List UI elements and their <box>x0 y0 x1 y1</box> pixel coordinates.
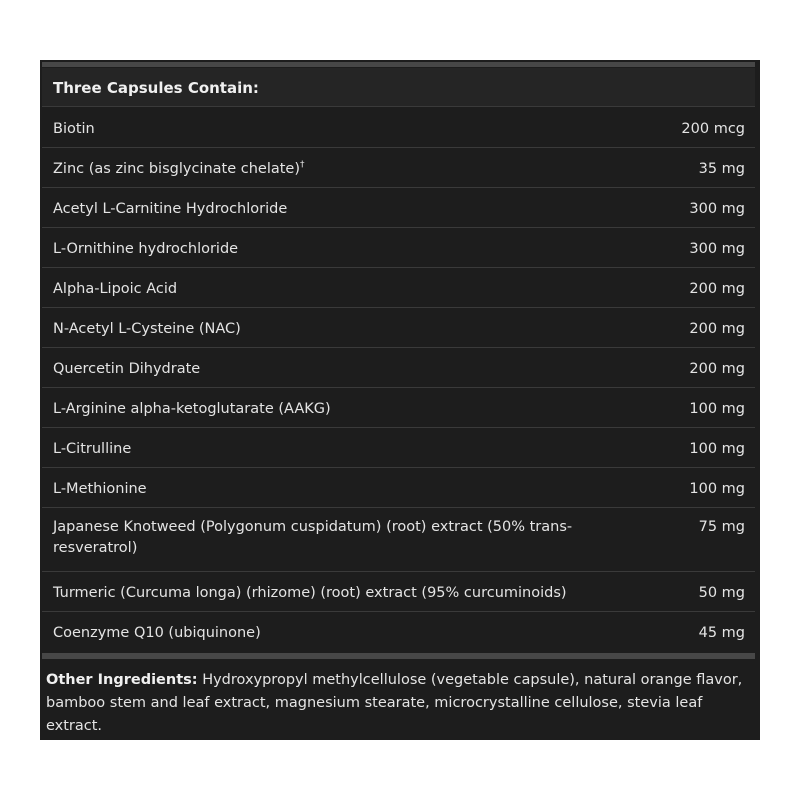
supplement-facts-panel <box>40 60 760 740</box>
ingredient-name: Quercetin Dihydrate <box>53 361 201 377</box>
ingredient-row <box>42 612 755 656</box>
ingredient-name: L-Citrulline <box>53 441 132 457</box>
ingredient-row <box>42 188 755 228</box>
ingredient-name: Alpha-Lipoic Acid <box>53 281 178 297</box>
ingredient-name: L-Methionine <box>53 481 147 497</box>
ingredient-row <box>42 508 755 572</box>
ingredient-name-text: Zinc (as zinc bisglycinate chelate) <box>53 161 301 177</box>
ingredient-name: L-Ornithine hydrochloride <box>53 241 239 257</box>
ingredient-amount: 200 mg <box>689 361 745 377</box>
ingredient-amount: 200 mg <box>689 281 745 297</box>
ingredient-name: Coenzyme Q10 (ubiquinone) <box>53 625 261 641</box>
other-ingredients-label: Other Ingredients: <box>46 672 198 688</box>
ingredient-name: Acetyl L-Carnitine Hydrochloride <box>53 201 288 217</box>
other-ingredients <box>46 669 752 738</box>
ingredient-row <box>42 428 755 468</box>
top-divider-bar <box>42 62 755 67</box>
ingredient-amount: 100 mg <box>689 481 745 497</box>
ingredient-row <box>42 108 755 148</box>
bottom-divider-bar <box>42 653 755 659</box>
ingredient-amount: 100 mg <box>689 401 745 417</box>
ingredient-amount: 35 mg <box>698 161 745 177</box>
ingredient-amount: 300 mg <box>689 201 745 217</box>
ingredient-name: Biotin <box>53 121 95 137</box>
ingredient-amount: 100 mg <box>689 441 745 457</box>
ingredient-amount: 200 mg <box>689 321 745 337</box>
ingredient-name <box>53 159 628 180</box>
ingredient-amount: 200 mcg <box>681 121 745 137</box>
ingredient-name: Turmeric (Curcuma longa) (rhizome) (root) extract (95% curcuminoids) <box>53 585 567 601</box>
header-title: Three Capsules Contain: <box>53 79 259 97</box>
ingredient-name: Japanese Knotweed (Polygonum cuspidatum) (root) extract (50% trans-resveratrol) <box>53 519 573 556</box>
ingredient-amount: 45 mg <box>698 625 745 641</box>
ingredient-row <box>42 228 755 268</box>
ingredient-amount: 50 mg <box>698 585 745 601</box>
ingredient-name: N-Acetyl L-Cysteine (NAC) <box>53 321 241 337</box>
ingredient-row <box>42 468 755 508</box>
ingredient-name: L-Arginine alpha-ketoglutarate (AAKG) <box>53 401 331 417</box>
ingredient-amount: 75 mg <box>698 519 745 535</box>
footnote-mark: † <box>300 160 305 170</box>
ingredient-amount: 300 mg <box>689 241 745 257</box>
ingredient-row <box>42 308 755 348</box>
ingredient-row <box>42 572 755 612</box>
ingredient-row <box>42 348 755 388</box>
ingredient-table <box>42 108 755 656</box>
ingredient-row <box>42 268 755 308</box>
other-ingredients-text: Hydroxypropyl methylcellulose (vegetable capsule), natural orange flavor, bamboo stem and leaf extract, magnesium stearate, microcrystalline cellulose, stevia leaf extract. <box>46 672 743 734</box>
ingredient-row <box>42 388 755 428</box>
ingredient-row <box>42 148 755 188</box>
table-header <box>42 68 755 107</box>
